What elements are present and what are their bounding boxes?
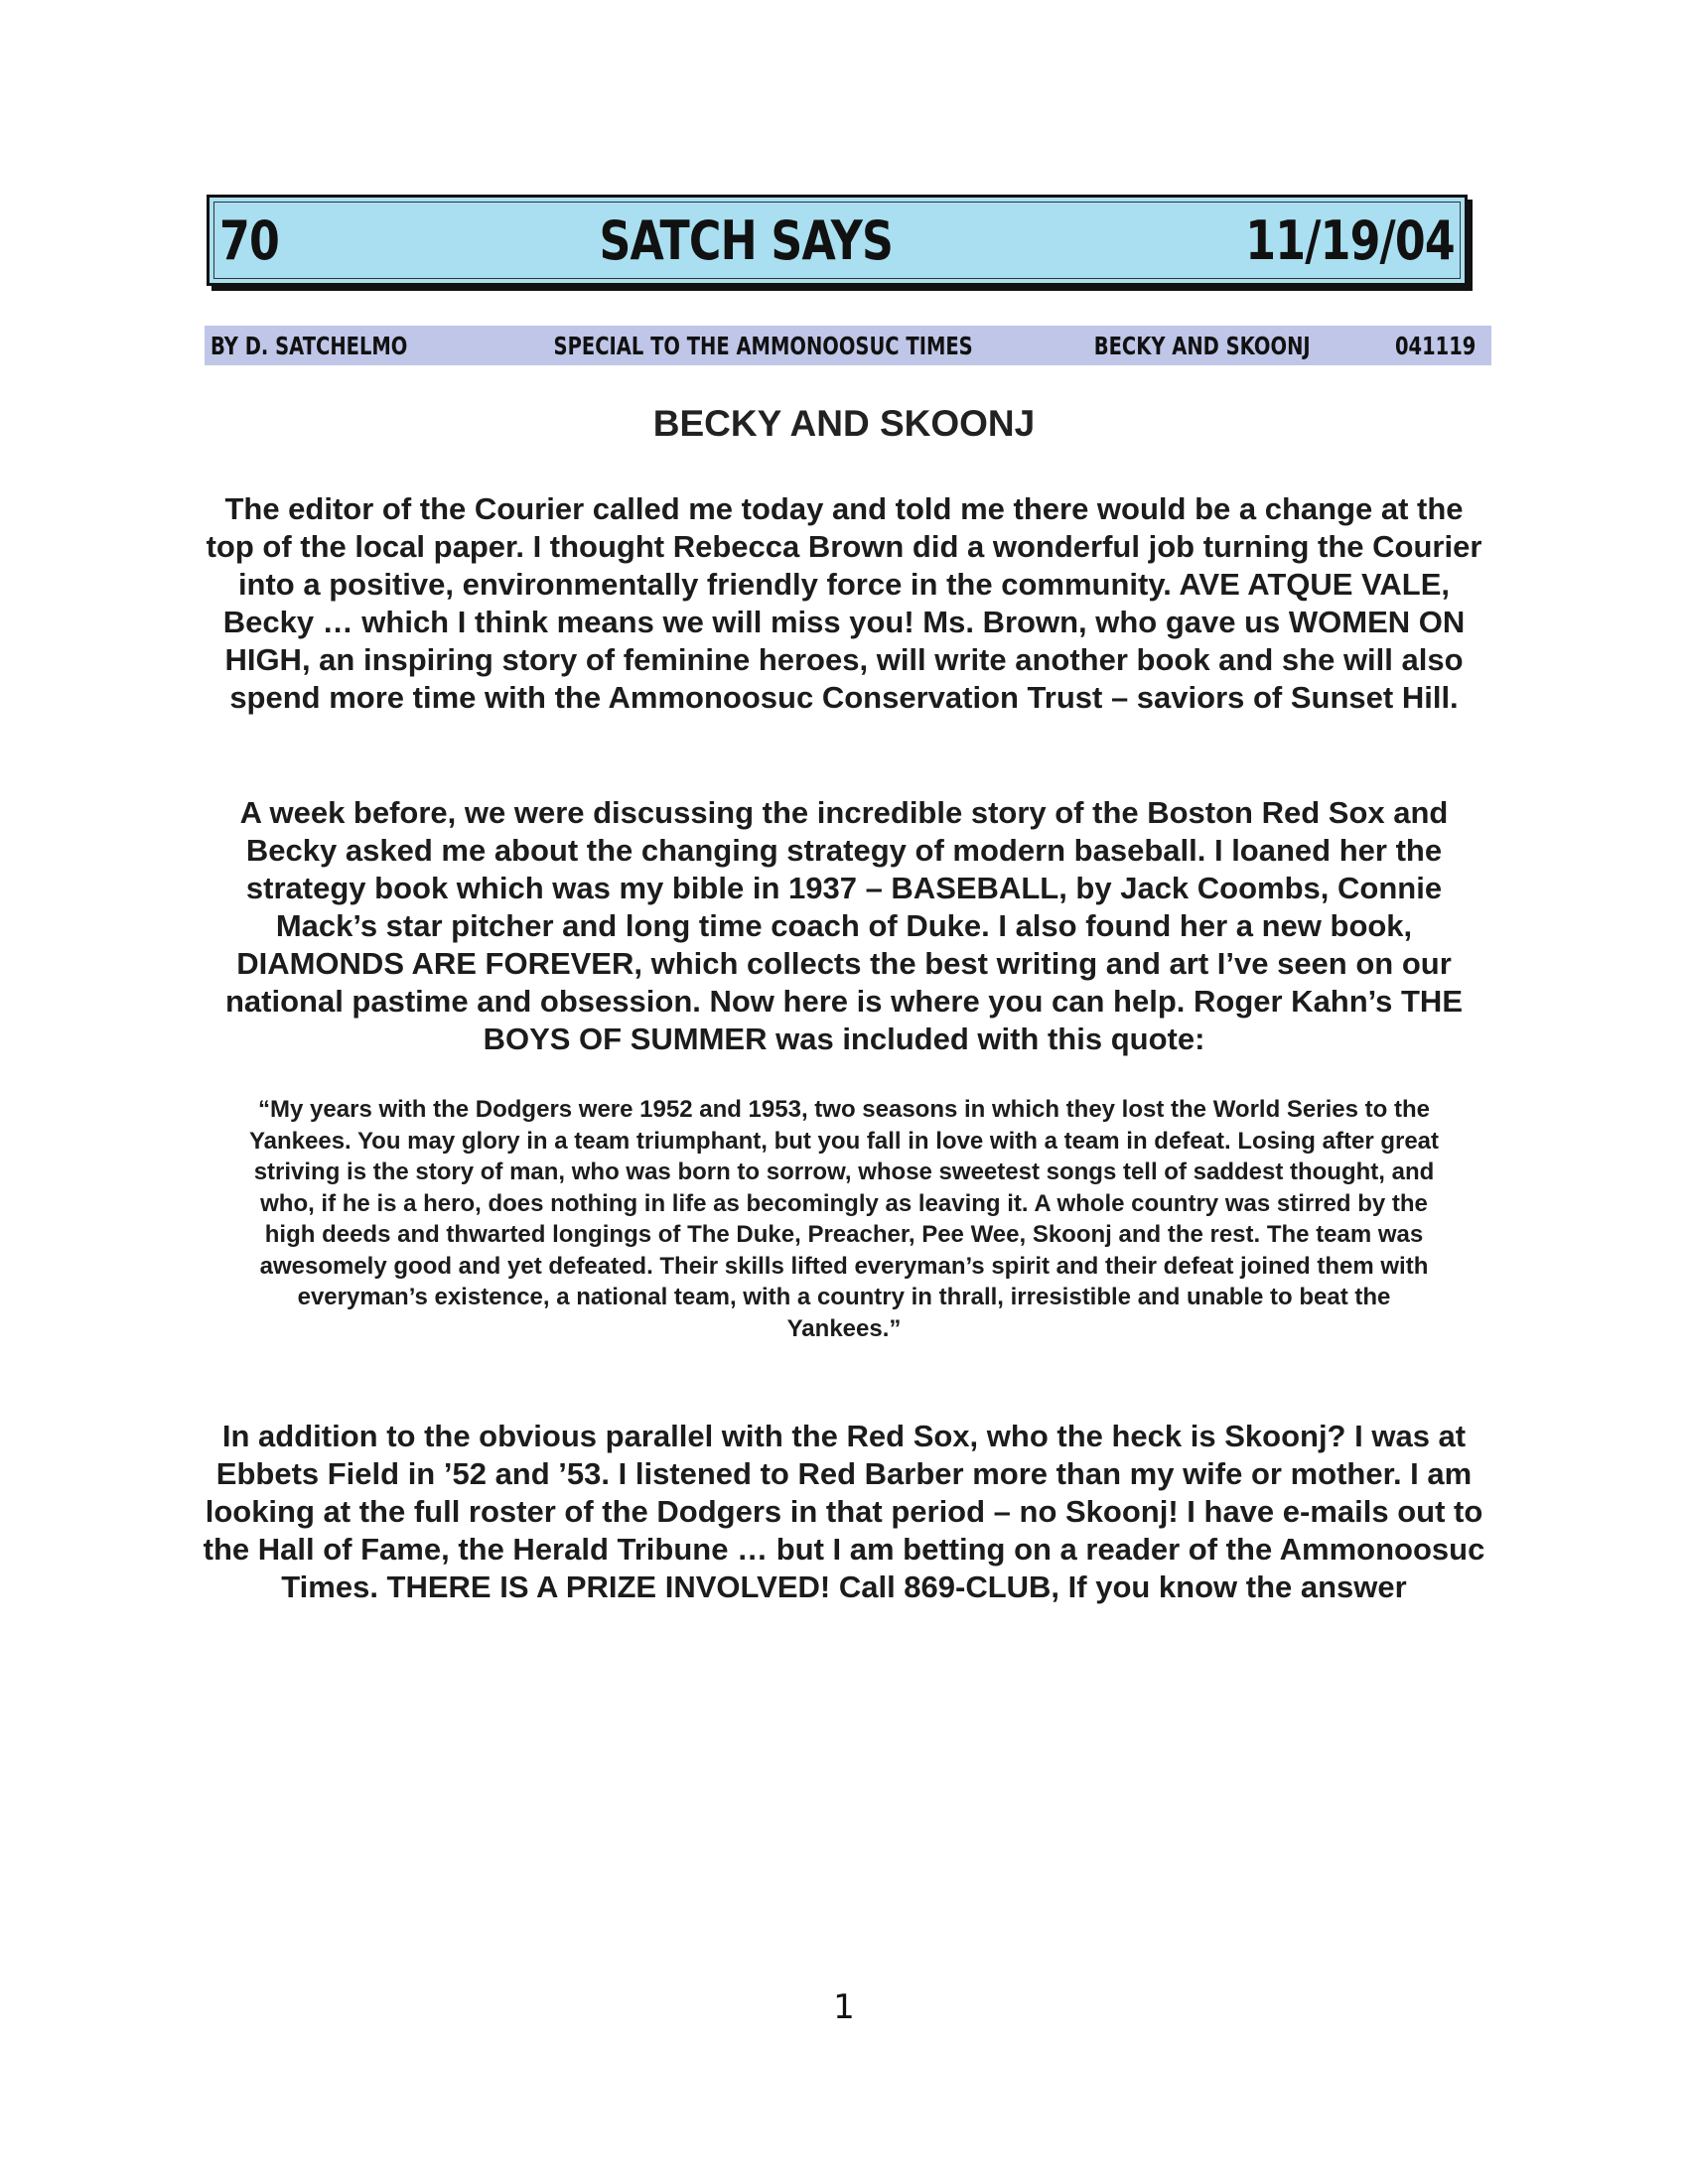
article-paragraph-2: A week before, we were discussing the incredible story of the Boston Red Sox and Becky asked me about the changing strategy of modern baseball. I loaned her the strategy book which was my bible in 1937 – BASEBALL, by Jack Coombs, Connie Mack’s star pitcher and long time coach of Duke. I also found her a new book, DIAMONDS ARE FOREVER, which collects the best writing and art I’ve seen on our national pastime and obsession. Now here is where you can help. Roger Kahn’s THE BOYS OF SUMMER was included with this quote: — [224, 795, 1463, 1056]
byline-topic: BECKY AND SKOONJ — [1093, 331, 1311, 360]
byline-author: BY D. SATCHELMO — [211, 331, 408, 360]
article-paragraph-1: The editor of the Courier called me today and told me there would be a change at the top of the local paper. I thought Rebecca Brown did a wonderful job turning the Courier into a positive, environmentally friendly force in the community. AVE ATQUE VALE, Becky … which I think means we will miss you! Ms. Brown, who gave us WOMEN ON HIGH, an inspiring story of feminine heroes, will write another book and she will also spend more time with the Ammonoosuc Conservation Trust – saviors of Sunset Hill. — [206, 491, 1482, 715]
article-title: BECKY AND SKOONJ — [652, 403, 1036, 444]
article-paragraph-3: In addition to the obvious parallel with the Red Sox, who the heck is Skoonj? I was at Ebbets Field in ’52 and ’53. I listened to Red Barber more than my wife or mother. I am looking at the full roster of the Dodgers in that period – no Skoonj! I have e-mails out to the Hall of Fame, the Herald Tribune … but I am betting on a reader of the Ammonoosuc Times. THERE IS A PRIZE INVOLVED! Call 869-CLUB, If you know the answer — [203, 1419, 1485, 1604]
issue-number: 70 — [219, 208, 279, 272]
page-number: 1 — [833, 1987, 855, 2027]
column-header-banner — [207, 195, 1468, 286]
byline-code: 041119 — [1394, 331, 1476, 360]
block-quote: “My years with the Dodgers were 1952 and 1953, two seasons in which they lost the World Series to the Yankees. You may glory in a team triumphant, but you fall in love with a team in defeat. Losing after great striving is the story of man, who was born to sorrow, whose sweetest songs tell of saddest thought, and who, if he is a hero, does nothing in life as becomingly as leaving it. A whole country was stirred by the high deeds and thwarted longings of The Duke, Preacher, Pee Wee, Skoonj and the rest. The team was awesomely good and yet defeated. Their skills lifted everyman’s spirit and their defeat joined them with everyman’s existence, a national team, with a country in thrall, irresistible and unable to beat the Yankees.” — [248, 1096, 1440, 1342]
column-title: SATCH SAYS — [599, 208, 893, 272]
byline-publication: SPECIAL TO THE AMMONOOSUC TIMES — [553, 331, 973, 360]
issue-date: 11/19/04 — [1245, 208, 1455, 272]
byline-bar — [205, 326, 1491, 365]
